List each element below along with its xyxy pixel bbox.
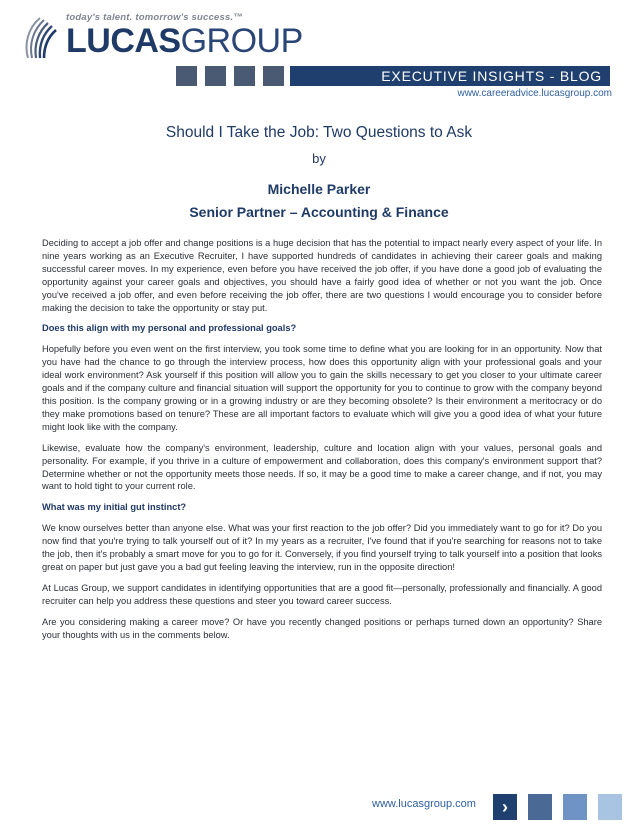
lucas-group-logo-mark xyxy=(22,14,64,60)
tagline: today's talent. tomorrow's success.™ xyxy=(66,12,243,23)
article-body xyxy=(42,237,602,649)
logo-wordmark xyxy=(66,24,303,58)
decor-square xyxy=(205,66,226,86)
blog-banner: EXECUTIVE INSIGHTS - BLOG xyxy=(290,66,610,86)
decor-square xyxy=(263,66,284,86)
paragraph: We know ourselves better than anyone else. What was your first reaction to the job offer? Did you immediately want to go for it? Do you now find that you're trying to talk yourself out of it? In my years as a recruiter, I've found that if you're searching for reasons not to take the job, then it's probably a smart move for you to go for it. Conversely, if you find yourself trying to talk yourself into a position that looks great on paper but just gave you a bad gut feeling leaving the interview, run in the opposite direction! xyxy=(42,523,602,572)
logo-light-text: GROUP xyxy=(180,22,303,60)
section-heading: Does this align with my personal and professional goals? xyxy=(42,323,297,334)
article-title: Should I Take the Job: Two Questions to Ask xyxy=(165,124,473,141)
author-name: Michelle Parker xyxy=(267,181,371,197)
banner-url-link[interactable]: www.careeradvice.lucasgroup.com xyxy=(457,88,612,99)
logo-bold-text: LUCAS xyxy=(66,22,181,60)
chevron-right-icon[interactable]: › xyxy=(493,794,517,820)
decor-square xyxy=(234,66,255,86)
decor-square xyxy=(528,794,552,820)
footer-url-link[interactable]: www.lucasgroup.com xyxy=(372,798,476,810)
paragraph: At Lucas Group, we support candidates in identifying opportunities that are a good fit—personally, professionally and financially. A good recruiter can help you address these questions and steer you toward career success. xyxy=(42,582,602,606)
paragraph: Deciding to accept a job offer and change positions is a huge decision that has the potential to impact nearly every aspect of your life. In nine years working as an Executive Recruiter, I have supported hundreds of candidates in achieving their career goals and making successful career moves. In my experience, even before you have received the job offer, if you have done a good job of evaluating the opportunity against your career goals and objectives, you should have a fairly good idea of whether or not you want the job. Once you've received a job offer, and even before receiving the job offer, there are two questions I would encourage you to consider before making the decision to take the opportunity or stay put. xyxy=(42,238,602,313)
section-heading: What was my initial gut instinct? xyxy=(42,502,187,513)
author-role: Senior Partner – Accounting & Finance xyxy=(189,204,449,220)
paragraph: Hopefully before you even went on the first interview, you took some time to define what you are looking for in an opportunity. Now that you have had the chance to go through the interview process, how does this opportunity align with your professional goals and your ideal work environment? Ask yourself if this position will allow you to gain the skills necessary to get you closer to your ultimate career goals and if the company culture and financial situation will support the opportunity for you to continue to grow with the company beyond this position. Is the company growing or in a growing industry or are they becoming obsolete? Is their environment a meritocracy or do they make promotions based on tenure? These are all important factors to evaluate which will give you a good idea of what your future might look like with the company. xyxy=(42,344,602,432)
byline: by xyxy=(312,151,326,166)
paragraph: Likewise, evaluate how the company's environment, leadership, culture and location align with your values, personal goals and personality. For example, if you thrive in a culture of empowerment and collaboration, does this company's environment support that? Determine whether or not the opportunity meets those needs. If so, it may be a good time to make a career change, and if not, you may want to hold tight to your current role. xyxy=(42,442,602,492)
paragraph: Are you considering making a career move? Or have you recently changed positions or perhaps turned down an opportunity? Share your thoughts with us in the comments below. xyxy=(42,616,602,640)
decor-square xyxy=(176,66,197,86)
decor-square xyxy=(598,794,622,820)
decor-square xyxy=(563,794,587,820)
